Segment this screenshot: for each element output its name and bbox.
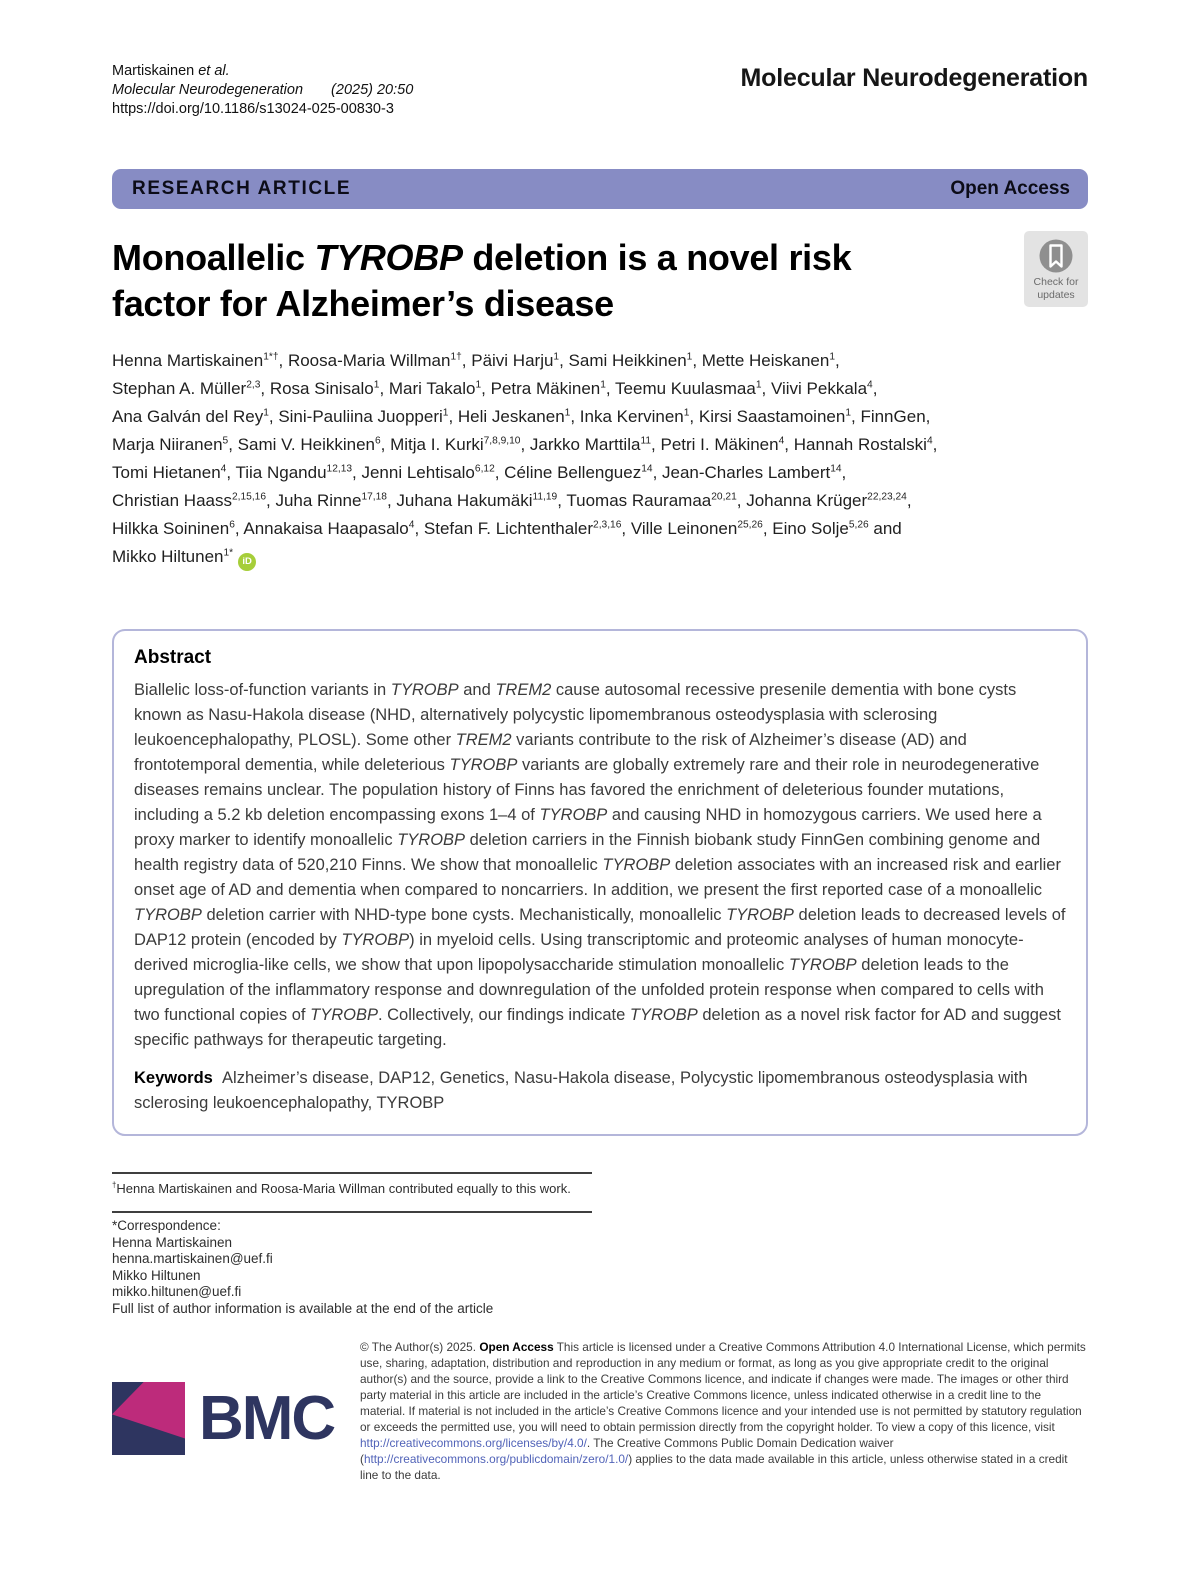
keywords-label: Keywords bbox=[134, 1069, 213, 1087]
research-article-banner bbox=[112, 169, 1088, 209]
bmc-logo bbox=[112, 1353, 360, 1483]
footer bbox=[112, 1339, 1088, 1483]
equal-contribution-note: †Henna Martiskainen and Roosa-Maria Willman contributed equally to this work. bbox=[112, 1180, 571, 1196]
keywords-text: Alzheimer’s disease, DAP12, Genetics, Nasu-Hakola disease, Polycystic lipomembranous osteodysplasia with sclerosing leukoencephalopathy, TYROBP bbox=[134, 1069, 1028, 1112]
correspondent-email[interactable]: mikko.hiltunen@uef.fi bbox=[112, 1284, 242, 1299]
citation-issue: (2025) 20:50 bbox=[331, 82, 414, 98]
license-link[interactable]: http://creativecommons.org/publicdomain/zero/1.0/ bbox=[363, 1452, 629, 1466]
abstract-text: Biallelic loss-of-function variants in TYROBP and TREM2 cause autosomal recessive presenile dementia with bone cysts known as Nasu-Hakola disease (NHD, alternatively polycystic lipomembranous osteodysplasia with sclerosing leukoencephalopathy, PLOSL). Some other TREM2 variants contribute to the risk of Alzheimer’s disease (AD) and frontotemporal dementia, while deleterious TYROBP variants are globally extremely rare and their role in neurodegenerative diseases remains unclear. The population history of Finns has favored the enrichment of deleterious founder mutations, including a 5.2 kb deletion encompassing exons 1–4 of TYROBP and causing NHD in homozygous carriers. We used here a proxy marker to identify monoallelic TYROBP deletion carriers in the Finnish biobank study FinnGen combining genome and health registry data of 520,210 Finns. We show that monoallelic TYROBP deletion associates with an increased risk and earlier onset age of AD and dementia when compared to noncarriers. In addition, we present the first reported case of a monoallelic TYROBP deletion carrier with NHD-type bone cysts. Mechanistically, monoallelic TYROBP deletion leads to decreased levels of DAP12 protein (encoded by TYROBP) in myeloid cells. Using transcriptomic and proteomic analyses of human monocyte-derived microglia-like cells, we show that upon lipopolysaccharide stimulation monoallelic TYROBP deletion leads to the upregulation of the inflammatory response and downregulation of the unfolded protein response when compared to cells with two functional copies of TYROBP. Collectively, our findings indicate TYROBP deletion as a novel risk factor for AD and suggest specific pathways for therapeutic targeting. bbox=[134, 681, 1066, 1049]
correspondent-name: Henna Martiskainen bbox=[112, 1234, 233, 1250]
abstract-heading: Abstract bbox=[134, 647, 212, 668]
bmc-logo-text: BMC bbox=[199, 1383, 335, 1453]
check-badge-label: Check for updates bbox=[1033, 276, 1079, 301]
open-access-label[interactable]: Open Access bbox=[950, 178, 1070, 199]
license-text: © The Author(s) 2025. Open Access This article is licensed under a Creative Commons Attribution 4.0 International License, which permits use, sharing, adaptation, distribution and reproduction in any medium or format, as long as you give appropriate credit to the original author(s) and the source, provide a link to the Creative Commons licence, and indicate if changes were made. The images or other third party material in this article are included in the article’s Creative Commons licence, unless indicated otherwise in a credit line to the material. If material is not included in the article’s Creative Commons licence and your intended use is not permitted by statutory regulation or exceeds the permitted use, you will need to obtain permission directly from the copyright holder. To view a copy of this licence, visit http://creativecommons.org/licenses/by/4.0/. The Creative Commons Public Domain Dedication waiver (http://creativecommons.org/publicdomain/zero/1.0/) applies to the data made available in this article, unless otherwise stated in a credit line to the data. bbox=[360, 1340, 1086, 1482]
citation-authors: Martiskainen et al. bbox=[112, 63, 230, 79]
authors-list: Henna Martiskainen$^{1*\dagger}$, Roosa-Maria Willman$^{1\dagger}$, Päivi Harju$^1$, Sami Heikkinen$^1$, Mette Heiskanen$^1$, Stephan A. Müller$^{2,3}$, Rosa Sinisalo$^1$, Mari Takalo$^1$, Petra Mäkinen$^1$, Teemu Kuulasmaa$^1$, Viivi Pekkala$^4$, Ana Galván del Rey$^1$, Sini-Pauliina Juopperi$^1$, Heli Jeskanen$^1$, Inka Kervinen$^1$, Kirsi Saastamoinen$^1$, FinnGen, Marja Niiranen$^5$, Sami V. Heikkinen$^6$, Mitja I. Kurki$^{7,8,9,10}$, Jarkko Marttila$^{11}$, Petri I. Mäkinen$^4$, Hannah Rostalski$^4$, Tomi Hietanen$^4$, Tiia Ngandu$^{12,13}$, Jenni Lehtisalo$^{6,12}$, Céline Bellenguez$^{14}$, Jean-Charles Lambert$^{14}$, Christian Haass$^{2,15,16}$, Juha Rinne$^{17,18}$, Juhana Hakumäki$^{11,19}$, Tuomas Rauramaa$^{20,21}$, Johanna Krüger$^{22,23,24}$, Hilkka Soininen$^6$, Annakaisa Haapasalo$^4$, Stefan F. Lichtenthaler$^{2,3,16}$, Ville Leinonen$^{25,26}$, Eino Solje$^{5,26}$ and Mikko Hiltunen$^{1*}$iD bbox=[112, 347, 1088, 571]
doi-link[interactable]: https://doi.org/10.1186/s13024-025-00830-3 bbox=[112, 101, 394, 117]
author-info-note: Full list of author information is available at the end of the article bbox=[112, 1300, 494, 1316]
check-for-updates-button[interactable] bbox=[1024, 231, 1088, 307]
citation-journal-line bbox=[112, 81, 413, 100]
footnote-divider bbox=[112, 1172, 592, 1174]
citation-block bbox=[112, 62, 413, 119]
correspondence-divider bbox=[112, 1211, 592, 1213]
article-type-label: RESEARCH ARTICLE bbox=[132, 178, 352, 199]
page-title: Monoallelic TYROBP deletion is a novel risk factor for Alzheimer’s disease bbox=[112, 237, 852, 324]
citation-journal: Molecular Neurodegeneration bbox=[112, 82, 304, 98]
correspondence-block bbox=[112, 1218, 1088, 1317]
journal-title: Molecular Neurodegeneration bbox=[740, 64, 1088, 92]
abstract-box bbox=[112, 629, 1088, 1136]
page-header bbox=[112, 62, 1088, 119]
bmc-logo-icon bbox=[112, 1382, 185, 1455]
correspondent-name: Mikko Hiltunen bbox=[112, 1267, 201, 1283]
orcid-icon[interactable]: iD bbox=[238, 553, 256, 571]
keywords bbox=[134, 1066, 1066, 1116]
crossmark-icon bbox=[1038, 238, 1074, 274]
license-link[interactable]: http://creativecommons.org/licenses/by/4.0/ bbox=[360, 1436, 587, 1450]
title-row bbox=[112, 235, 1088, 327]
correspondence-label: *Correspondence: bbox=[112, 1218, 221, 1233]
correspondent-email[interactable]: henna.martiskainen@uef.fi bbox=[112, 1251, 273, 1266]
